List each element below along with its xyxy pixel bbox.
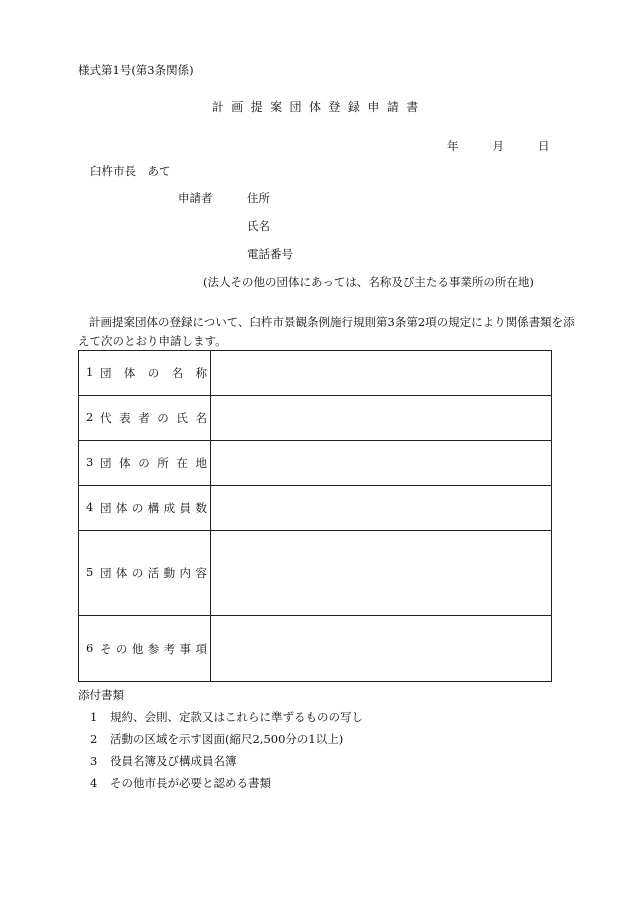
row-label: 団 体 の 活 動 内 容 bbox=[100, 566, 207, 580]
row-label-cell bbox=[79, 441, 211, 486]
row-label-cell bbox=[79, 396, 211, 441]
applicant-label: 申請者 bbox=[178, 191, 213, 205]
row-label: 団 体 の 所 在 地 bbox=[100, 456, 207, 470]
row-label: そ の 他 参 考 事 項 bbox=[100, 641, 207, 656]
date-day-label: 日 bbox=[538, 139, 550, 153]
attachment-text: 役員名簿及び構成員名簿 bbox=[110, 754, 237, 768]
attachment-number: 3 bbox=[90, 754, 98, 768]
row-label-cell bbox=[79, 486, 211, 531]
attachment-number: 2 bbox=[90, 732, 98, 746]
row-number: 3 bbox=[86, 455, 94, 469]
attachment-number: 1 bbox=[90, 710, 98, 724]
row-number: 1 bbox=[86, 365, 94, 379]
attachment-text: 規約、会則、定款又はこれらに準ずるものの写し bbox=[110, 710, 363, 724]
row-number: 5 bbox=[86, 565, 94, 579]
other-notes-field[interactable] bbox=[211, 616, 552, 682]
attachments-heading: 添付書類 bbox=[78, 688, 124, 702]
date-year-label: 年 bbox=[447, 139, 459, 153]
row-label: 団 体 の 名 称 bbox=[100, 366, 207, 380]
row-number: 4 bbox=[86, 500, 94, 514]
row-number: 2 bbox=[86, 410, 94, 424]
organization-name-field[interactable] bbox=[211, 351, 552, 396]
address-label: 住所 bbox=[247, 191, 270, 205]
representative-name-field[interactable] bbox=[211, 396, 552, 441]
table-row bbox=[79, 441, 552, 486]
attachment-text: その他市長が必要と認める書類 bbox=[110, 776, 271, 790]
attachment-number: 4 bbox=[90, 776, 98, 790]
corporation-note: (法人その他の団体にあっては、名称及び主たる事業所の所在地) bbox=[203, 275, 534, 289]
table-row bbox=[79, 616, 552, 682]
row-label-cell bbox=[79, 616, 211, 682]
attachment-text: 活動の区域を示す図面(縮尺2,500分の1以上) bbox=[110, 732, 344, 746]
member-count-field[interactable] bbox=[211, 486, 552, 531]
name-label: 氏名 bbox=[247, 219, 270, 233]
date-line bbox=[447, 141, 550, 153]
row-label: 団 体 の 構 成 員 数 bbox=[100, 501, 207, 515]
table-row bbox=[79, 486, 552, 531]
form-number: 様式第1号(第3条関係) bbox=[78, 63, 194, 77]
registration-table bbox=[78, 350, 552, 682]
addressee: 臼杵市長 あて bbox=[90, 164, 171, 178]
table-row bbox=[79, 396, 552, 441]
table-row bbox=[79, 531, 552, 616]
row-label: 代 表 者 の 氏 名 bbox=[100, 411, 207, 425]
attachment-item bbox=[90, 734, 343, 746]
attachment-item bbox=[90, 756, 237, 768]
body-text: 計画提案団体の登録について、臼杵市景観条例施行規則第3条第2項の規定により関係書類を添えて次のとおり申請します。 bbox=[78, 315, 575, 348]
date-month-label: 月 bbox=[492, 139, 504, 153]
activity-content-field[interactable] bbox=[211, 531, 552, 616]
table-row bbox=[79, 351, 552, 396]
document-title: 計画提案団体登録申請書 bbox=[211, 100, 426, 114]
row-label-cell bbox=[79, 351, 211, 396]
row-number: 6 bbox=[86, 640, 94, 655]
attachment-item bbox=[90, 712, 363, 724]
attachment-item bbox=[90, 778, 271, 790]
phone-label: 電話番号 bbox=[247, 247, 293, 261]
row-label-cell bbox=[79, 531, 211, 616]
organization-address-field[interactable] bbox=[211, 441, 552, 486]
